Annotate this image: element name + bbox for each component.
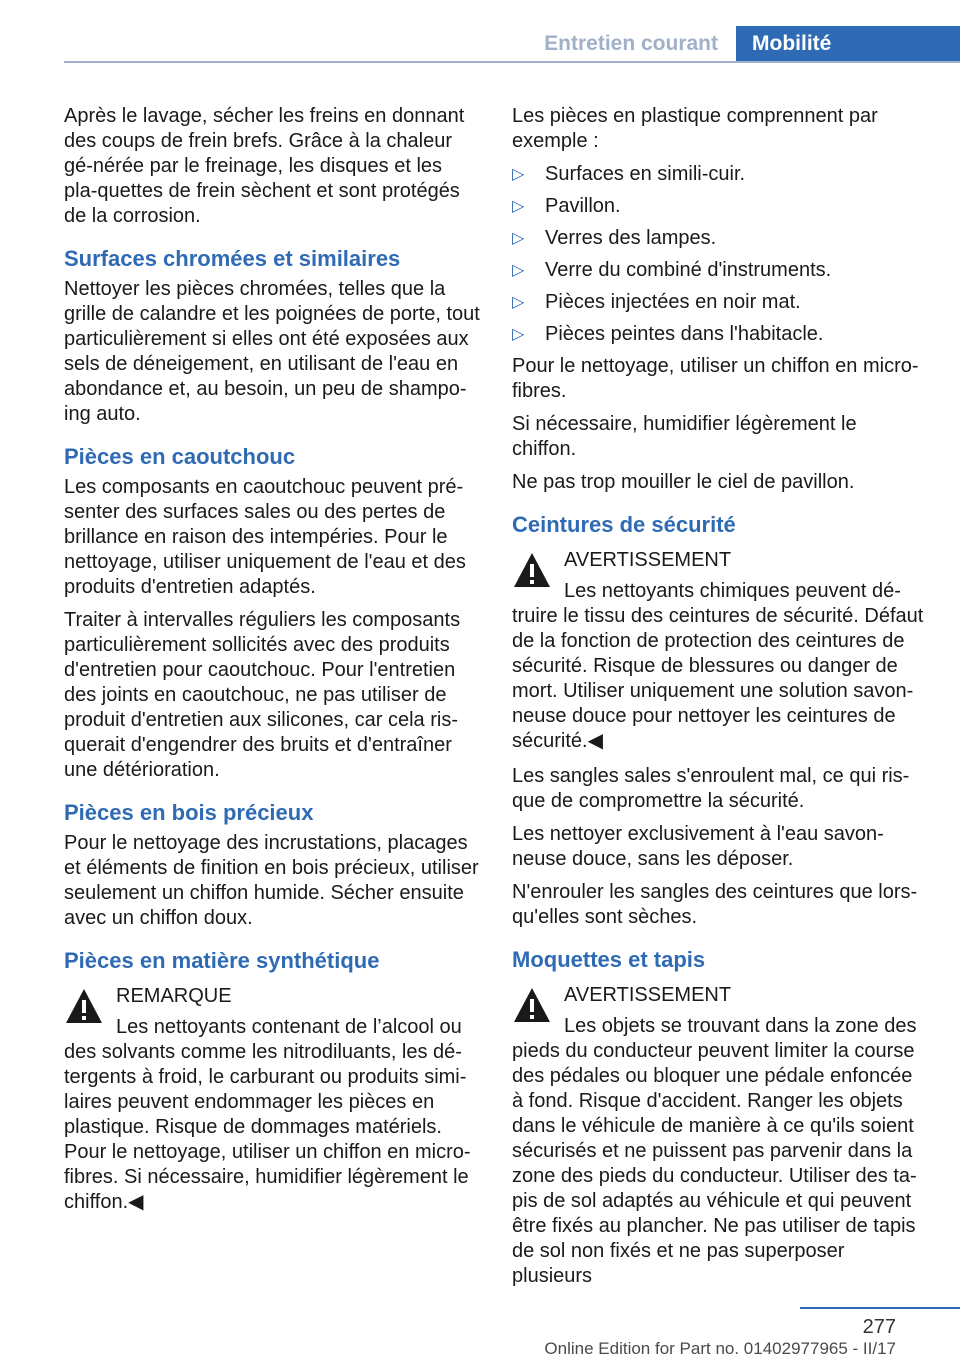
warning-title: AVERTISSEMENT (564, 984, 732, 1006)
section-tab: Entretien courant (544, 32, 718, 55)
plastic-parts-list (512, 162, 926, 347)
heading-carpets: Moquettes et tapis (512, 947, 706, 972)
warning-title: AVERTISSEMENT (564, 549, 732, 571)
list-item: ▷ Verre du combiné d'instruments. (512, 259, 832, 281)
paragraph-rubber-2: Traiter à intervalles réguliers les composants particulièrement sollicités avec des produits d'entretien pour caoutchouc. Pour l'entretien des joints en caoutchouc, ne pas utiliser de produit d'entretien aux silicones, car cela ris‐querait d'engendrer des bruits et d'entraîner une détérioration. (64, 609, 461, 781)
warning-box-carpets (512, 982, 926, 1289)
paragraph-belts-1: Les sangles sales s'enroulent mal, ce qui ris‐que de compromettre la sécurité. (512, 765, 910, 812)
paragraph-rubber-1: Les composants en caoutchouc peuvent pré‐senter des surfaces sales ou des pertes de brillance en raison des intempéries. Pour le nettoyage, utiliser uniquement de l'eau et des produits d'entretien adaptés. (64, 476, 466, 598)
warning-triangle-icon (512, 551, 552, 589)
paragraph-wood: Pour le nettoyage des incrustations, placages et éléments de finition en bois précieux, utiliser seulement un chiffon humide. Sécher ensuite avec un chiffon doux. (64, 832, 479, 929)
list-item: ▷ Pièces peintes dans l'habitacle. (512, 323, 824, 345)
list-item: ▷ Pavillon. (512, 195, 621, 217)
warning-triangle-icon (64, 987, 104, 1025)
edition-note: Online Edition for Part no. 01402977965 - II/17 (544, 1339, 896, 1358)
page-header (0, 0, 960, 62)
heading-wood: Pièces en bois précieux (64, 800, 314, 825)
warning-text: Les objets se trouvant dans la zone des pieds du conducteur peuvent limiter la course des pédales ou bloquer une pédale enfoncée à fond. Risque d'accident. Ranger les objets dans le véhicule de manière à ce qu'ils soient sécurisés et ne puissent pas parvenir dans la zone des pieds du conducteur. Utiliser des ta‐pis de sol adaptés au véhicule et qui peuvent être fixés au plancher. Ne pas utiliser de tapis de sol non fixés et ne pas superposer plusieurs (512, 1015, 917, 1287)
heading-synthetic: Pièces en matière synthétique (64, 948, 380, 973)
warning-box-belts (512, 547, 926, 754)
notice-box (64, 983, 480, 1215)
paragraph-chrome: Nettoyer les pièces chromées, telles que la grille de calandre et les poignées de porte, tout particulièrement si elles ont été exposées aux sels de déneigement, en utilisant de l'eau en abondance et, au besoin, un peu de shampo‐ing auto. (64, 278, 480, 425)
chapter-tab: Mobilité (736, 26, 960, 62)
heading-chrome: Surfaces chromées et similaires (64, 246, 401, 271)
paragraph-plastic-intro: Les pièces en plastique comprennent par exemple : (512, 105, 878, 152)
list-item: ▷ Verres des lampes. (512, 227, 717, 249)
triangle-right-icon: ▷ (512, 294, 525, 311)
warning-text: Les nettoyants chimiques peuvent dé‐truire le tissu des ceintures de sécurité. Défaut de la fonction de protection des ceintures de sécurité. Risque de blessures ou danger de mort. Utiliser uniquement une solution savon‐neuse douce pour nettoyer les ceintures de sécurité.◀ (512, 580, 924, 752)
triangle-right-icon: ▷ (512, 262, 525, 279)
triangle-right-icon: ▷ (512, 326, 525, 343)
paragraph-clean-1: Pour le nettoyage, utiliser un chiffon en micro‐fibres. (512, 355, 919, 402)
page-number: 277 (862, 1316, 896, 1338)
header-divider (64, 61, 960, 63)
paragraph-belts-3: N'enrouler les sangles des ceintures que lors‐qu'elles sont sèches. (512, 881, 918, 928)
list-item: ▷ Surfaces en simili-cuir. (512, 163, 746, 185)
notice-text: Les nettoyants contenant de l’alcool ou des solvants comme les nitrodiluants, les dé‐tergents à froid, le carburant ou produits simi‐laires peuvent endommager les pièces en plastique. Risque de dommages matériels. Pour le nettoyage, utiliser un chiffon en micro‐fibres. Si nécessaire, humidifier légèrement le chiffon.◀ (64, 1016, 471, 1213)
notice-title: REMARQUE (116, 985, 232, 1007)
paragraph-brakes: Après le lavage, sécher les freins en donnant des coups de frein brefs. Grâce à la chaleur gé‐nérée par le freinage, les disques et les pla‐quettes de frein sèchent et sont protégés de la corrosion. (64, 105, 465, 227)
paragraph-belts-2: Les nettoyer exclusivement à l'eau savon‐neuse douce, sans les déposer. (512, 823, 884, 870)
paragraph-clean-3: Ne pas trop mouiller le ciel de pavillon. (512, 471, 855, 493)
paragraph-clean-2: Si nécessaire, humidifier légèrement le chiffon. (512, 413, 857, 460)
footer-divider (800, 1307, 960, 1309)
right-column (512, 104, 926, 1299)
triangle-right-icon: ▷ (512, 230, 525, 247)
left-column (64, 104, 480, 1225)
warning-triangle-icon (512, 986, 552, 1024)
heading-rubber: Pièces en caoutchouc (64, 444, 296, 469)
heading-belts: Ceintures de sécurité (512, 512, 736, 537)
triangle-right-icon: ▷ (512, 198, 525, 215)
triangle-right-icon: ▷ (512, 166, 525, 183)
list-item: ▷ Pièces injectées en noir mat. (512, 291, 801, 313)
